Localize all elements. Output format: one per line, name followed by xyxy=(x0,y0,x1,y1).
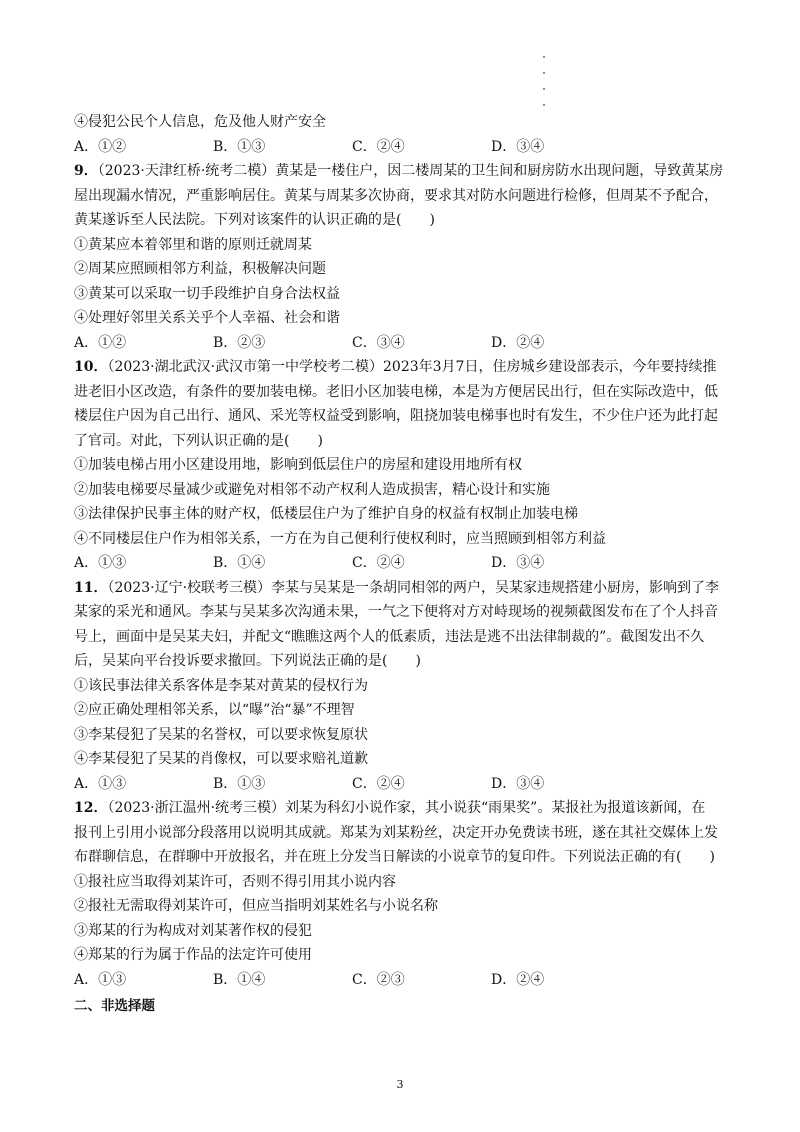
question-12 xyxy=(74,796,730,992)
question-10 xyxy=(74,355,730,576)
stem-line: 某家的采光和通风。李某与吴某多次沟通未果，一气之下便将对方对峙现场的视频截图发布在了个人抖音 xyxy=(74,604,718,620)
option-d: D．③④ xyxy=(491,555,545,571)
statement-item: ③李某侵犯了吴某的名誉权，可以要求恢复原状 xyxy=(74,726,368,743)
option-a: A．①② xyxy=(74,334,127,351)
stem-line: 黄某遂诉至人民法院。下列对该案件的认识正确的是( ) xyxy=(74,212,435,228)
stem-line: 进老旧小区改造，有条件的要加装电梯。老旧小区加装电梯，本是为方便居民出行，但在实际改造中，低 xyxy=(74,383,718,400)
question-9 xyxy=(74,159,730,355)
section-heading: 二、非选择题 xyxy=(74,998,155,1014)
statement-item: ①该民事法律关系客体是李某对黄某的侵权行为 xyxy=(74,677,368,694)
top-item: ④侵犯公民个人信息，危及他人财产安全 xyxy=(74,114,326,130)
question-source: （2023·湖北武汉·武汉市第一中学校考二模） xyxy=(107,359,384,375)
stem-line: 2023年3月7日，住房城乡建设部表示，今年要持续推 xyxy=(383,359,717,375)
statement-item: ①报社应当取得刘某许可，否则不得引用其小说内容 xyxy=(74,873,396,890)
statement-item: ②报社无需取得刘某许可，但应当指明刘某姓名与小说名称 xyxy=(74,898,438,914)
dot xyxy=(543,72,545,74)
stem-line: 李某与吴某是一条胡同相邻的两户，吴某家违规搭建小厨房，影响到了李 xyxy=(271,579,720,596)
statement-item: ①加装电梯占用小区建设用地，影响到低层住户的房屋和建设用地所有权 xyxy=(74,457,522,473)
option-c: C．②④ xyxy=(352,138,405,155)
option-b: B．②③ xyxy=(213,334,266,351)
question-stem xyxy=(74,796,730,821)
stem-line: 楼层住户因为自己出行、通风、采光等权益受到影响，阻挠加装电梯事也时有发生，不少住户还为此打起 xyxy=(74,408,718,424)
question-number: 11． xyxy=(74,579,108,596)
option-d: D．②④ xyxy=(491,971,545,988)
dot xyxy=(543,104,545,106)
question-number: 10． xyxy=(74,359,108,375)
question-number: 12． xyxy=(74,800,108,816)
stem-line: 布群聊信息，在群聊中开放报名，并在班上分发当日解读的小说章节的复印件。下列说法正确的有( ) xyxy=(74,849,715,865)
option-c: C．②④ xyxy=(352,555,405,571)
question-source: （2023·天津红桥·统考二模） xyxy=(97,163,276,179)
stem-line: 后，吴某向平台投诉要求撤回。下列说法正确的是( ) xyxy=(74,653,421,669)
answer-options xyxy=(74,551,730,576)
option-b: B．①③ xyxy=(213,138,266,155)
question-11 xyxy=(74,576,730,797)
option-c: C．③④ xyxy=(352,334,405,351)
statement-item: ③黄某可以采取一切手段维护自身合法权益 xyxy=(74,285,340,302)
dot xyxy=(543,88,545,90)
question-stem xyxy=(74,355,730,380)
answer-options xyxy=(74,968,730,993)
statement-item: ②加装电梯要尽量减少或避免对相邻不动产权利人造成损害，精心设计和实施 xyxy=(74,481,550,498)
top-options xyxy=(74,135,730,160)
statement-item: ①黄某应本着邻里和谐的原则迁就周某 xyxy=(74,236,312,253)
stem-line: 了官司。对此，下列认识正确的是( ) xyxy=(74,432,323,449)
statement-item: ③法律保护民事主体的财产权，低楼层住户为了维护自身的权益有权制止加装电梯 xyxy=(74,506,578,522)
option-b: B．①④ xyxy=(213,555,266,571)
dot xyxy=(543,56,545,58)
stem-line: 黄某是一楼住户，因二楼周某的卫生间和厨房防水出现问题，导致黄某房 xyxy=(275,163,724,179)
stem-line: 号上，画面中是吴某夫妇，并配文“瞧瞧这两个人的低素质，违法是逃不出法律制裁的”。截图发出不久 xyxy=(74,628,705,645)
statement-item: ④李某侵犯了吴某的肖像权，可以要求赔礼道歉 xyxy=(74,751,368,767)
statement-item: ④不同楼层住户作为相邻关系，一方在为自己便利行使权利时，应当照顾到相邻方利益 xyxy=(74,530,606,547)
question-source: （2023·浙江温州·统考三模） xyxy=(107,800,286,816)
option-a: A．①③ xyxy=(74,971,127,988)
answer-options xyxy=(74,772,730,797)
answer-options xyxy=(74,331,730,356)
option-a: A．①② xyxy=(74,138,127,155)
option-d: D．②④ xyxy=(491,334,545,351)
statement-item: ②应正确处理相邻关系，以“曝”治“暴”不理智 xyxy=(74,702,355,718)
stem-line: 报刊上引用小说部分段落用以说明其成就。郑某为刘某粉丝，决定开办免费读书班，遂在其社交媒体上发 xyxy=(74,824,718,841)
option-d: D．③④ xyxy=(491,138,545,155)
stem-line: 屋出现漏水情况，严重影响居住。黄某与周某多次协商，要求其对防水问题进行检修，但周某不予配合， xyxy=(74,187,718,204)
page-content xyxy=(74,110,730,1019)
page-number: 3 xyxy=(396,1078,404,1091)
option-b: B．①③ xyxy=(213,775,266,792)
option-c: C．②③ xyxy=(352,971,405,988)
statement-item: ③郑某的行为构成对刘某著作权的侵犯 xyxy=(74,922,312,939)
option-d: D．③④ xyxy=(491,775,545,792)
stem-line: 刘某为科幻小说作家，其小说获“雨果奖”。某报社为报道该新闻，在 xyxy=(285,800,706,816)
statement-item: ②周某应照顾相邻方利益，积极解决问题 xyxy=(74,261,326,277)
question-number: 9． xyxy=(74,163,98,179)
option-a: A．①③ xyxy=(74,555,127,571)
question-stem xyxy=(74,159,730,184)
option-b: B．①④ xyxy=(213,971,266,988)
option-c: C．②④ xyxy=(352,775,405,792)
option-a: A．①③ xyxy=(74,775,127,792)
statement-item: ④郑某的行为属于作品的法定许可使用 xyxy=(74,947,312,963)
statement-item: ④处理好邻里关系关乎个人幸福、社会和谐 xyxy=(74,310,340,326)
question-source: （2023·辽宁·校联考三模） xyxy=(107,579,272,596)
question-stem xyxy=(74,576,730,601)
